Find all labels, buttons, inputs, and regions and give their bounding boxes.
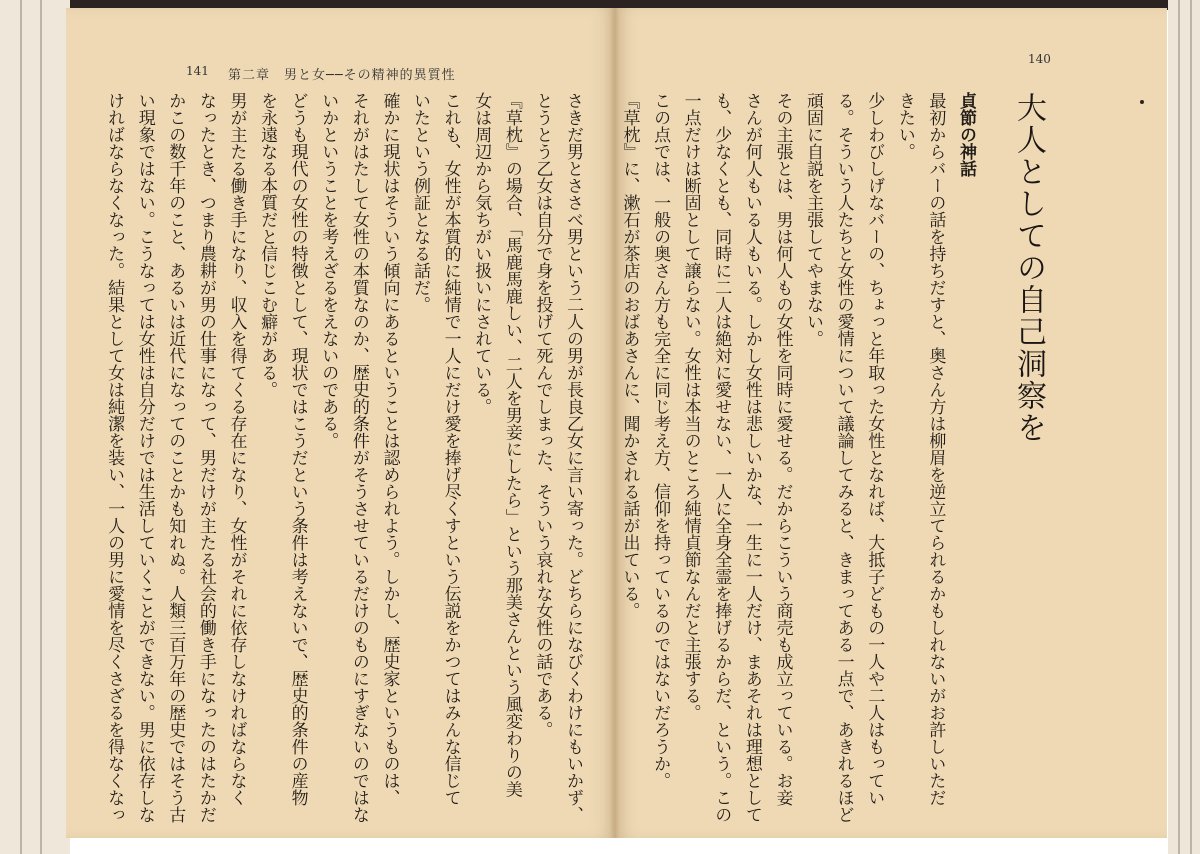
left-page-edges — [0, 0, 70, 854]
section-heading: 貞節の神話 — [956, 92, 976, 177]
text-line: 頑固に自説を主張してやまない。 — [803, 92, 824, 347]
running-header: 第二章 男と女──その精神的異質性 — [228, 68, 456, 83]
text-line: 少しわびしげなバーの、ちょっと年取った女性となれば、大抵子どもの一人や二人はもってい — [864, 92, 885, 806]
ink-speck — [1140, 100, 1144, 104]
text-line: かこの数千年のこと、あるいは近代になってのことかも知れぬ。人類三百万年の歴史ではそう古 — [165, 92, 186, 823]
right-page-edges — [1168, 0, 1200, 854]
text-line: 『草枕』の場合、「馬鹿馬鹿しい、二人を男妾にしたら」という那美さんという風変わりの美 — [501, 92, 522, 798]
text-line: 『草枕』に、漱石が茶店のおばあさんに、聞かされる話が出ている。 — [619, 92, 640, 619]
text-line: を永遠なる本質だと信じこむ癖がある。 — [257, 92, 278, 398]
text-line: 男が主たる働き手になり、収入を得てくる存在になり、女性がそれに依存しなければならなく — [226, 92, 247, 806]
text-line: も、少なくとも、同時に二人は絶対に愛せない、一人に全身全霊を捧げるからだ、という。この — [711, 92, 732, 823]
page-edge-line — [1178, 0, 1180, 854]
text-line: これも、女性が本質的に純情で一人にだけ愛を捧げ尽くすという伝説をかつてはみんな信じて — [440, 92, 461, 806]
text-line: それがはたして女性の本質なのか、歴史的条件がそうさせているだけのものにすぎないのではな — [348, 92, 369, 823]
text-line: どうも現代の女性の特徴として、現状ではこうだという条件は考えないで、歴史的条件の産物 — [287, 92, 308, 806]
page-edge-line — [1190, 0, 1192, 854]
text-line: 確かに現状はそういう傾向にあるということは認められよう。しかし、歴史家というものは、 — [379, 92, 400, 806]
text-line: いたという例証となる話だ。 — [410, 92, 431, 313]
text-line: なったとき、つまり農耕が男の仕事になって、男だけが主たる社会的働き手になったのはたかだ — [195, 92, 216, 823]
text-line: 最初からバーの話を持ちだすと、奥さん方は柳眉を逆立てられるかもしれないがお許しいただ — [925, 92, 946, 806]
left-page-body — [92, 92, 588, 823]
page-edge-line — [20, 0, 22, 854]
text-line: とうとう乙女は自分で身を投げて死んでしまった、そういう哀れな女性の話である。 — [532, 92, 553, 738]
text-line: いかということを考えざるをえないのである。 — [318, 92, 339, 449]
text-line: きたい。 — [894, 92, 915, 160]
text-line: る。そういう人たちと女性の愛情について議論してみると、きまってある一点で、あきれるほど — [833, 92, 854, 823]
text-line: さんが何人もいる人もいる。しかし女性は悲しいかな、一生に一人だけ、まあそれは理想として — [741, 92, 762, 823]
left-page-number: 141 — [186, 64, 209, 78]
right-page-number: 140 — [1028, 52, 1051, 66]
page-edge-line — [40, 0, 42, 854]
right-page-body — [619, 92, 981, 823]
text-line: その主張とは、男は何人もの女性を同時に愛せる。だからこういう商売も成立っている。お妾 — [772, 92, 793, 806]
text-line: 一点だけは断固として譲らない。女性は本当のところ純情貞節なんだと主張する。 — [680, 92, 701, 721]
text-line: さきだ男とささべ男という二人の男が長良乙女に言い寄った。どちらになびくわけにもいかず、 — [563, 92, 583, 823]
text-line: この点では、一般の奥さん方も完全に同じ考え方、信仰を持っているのではないだろうか。 — [650, 92, 671, 789]
text-line: ければならなくなった。結果として女は純潔を装い、一人の男に愛情を尽くさざるを得なくなっ — [104, 92, 125, 823]
section-title: 大人としての自己洞察を — [1011, 92, 1046, 444]
text-line: い現象ではない。こうなっては女性は自分だけでは生活していくことができない。男に依存しな — [134, 92, 155, 823]
text-line: 女は周辺から気ちがい扱いにされている。 — [471, 92, 492, 415]
